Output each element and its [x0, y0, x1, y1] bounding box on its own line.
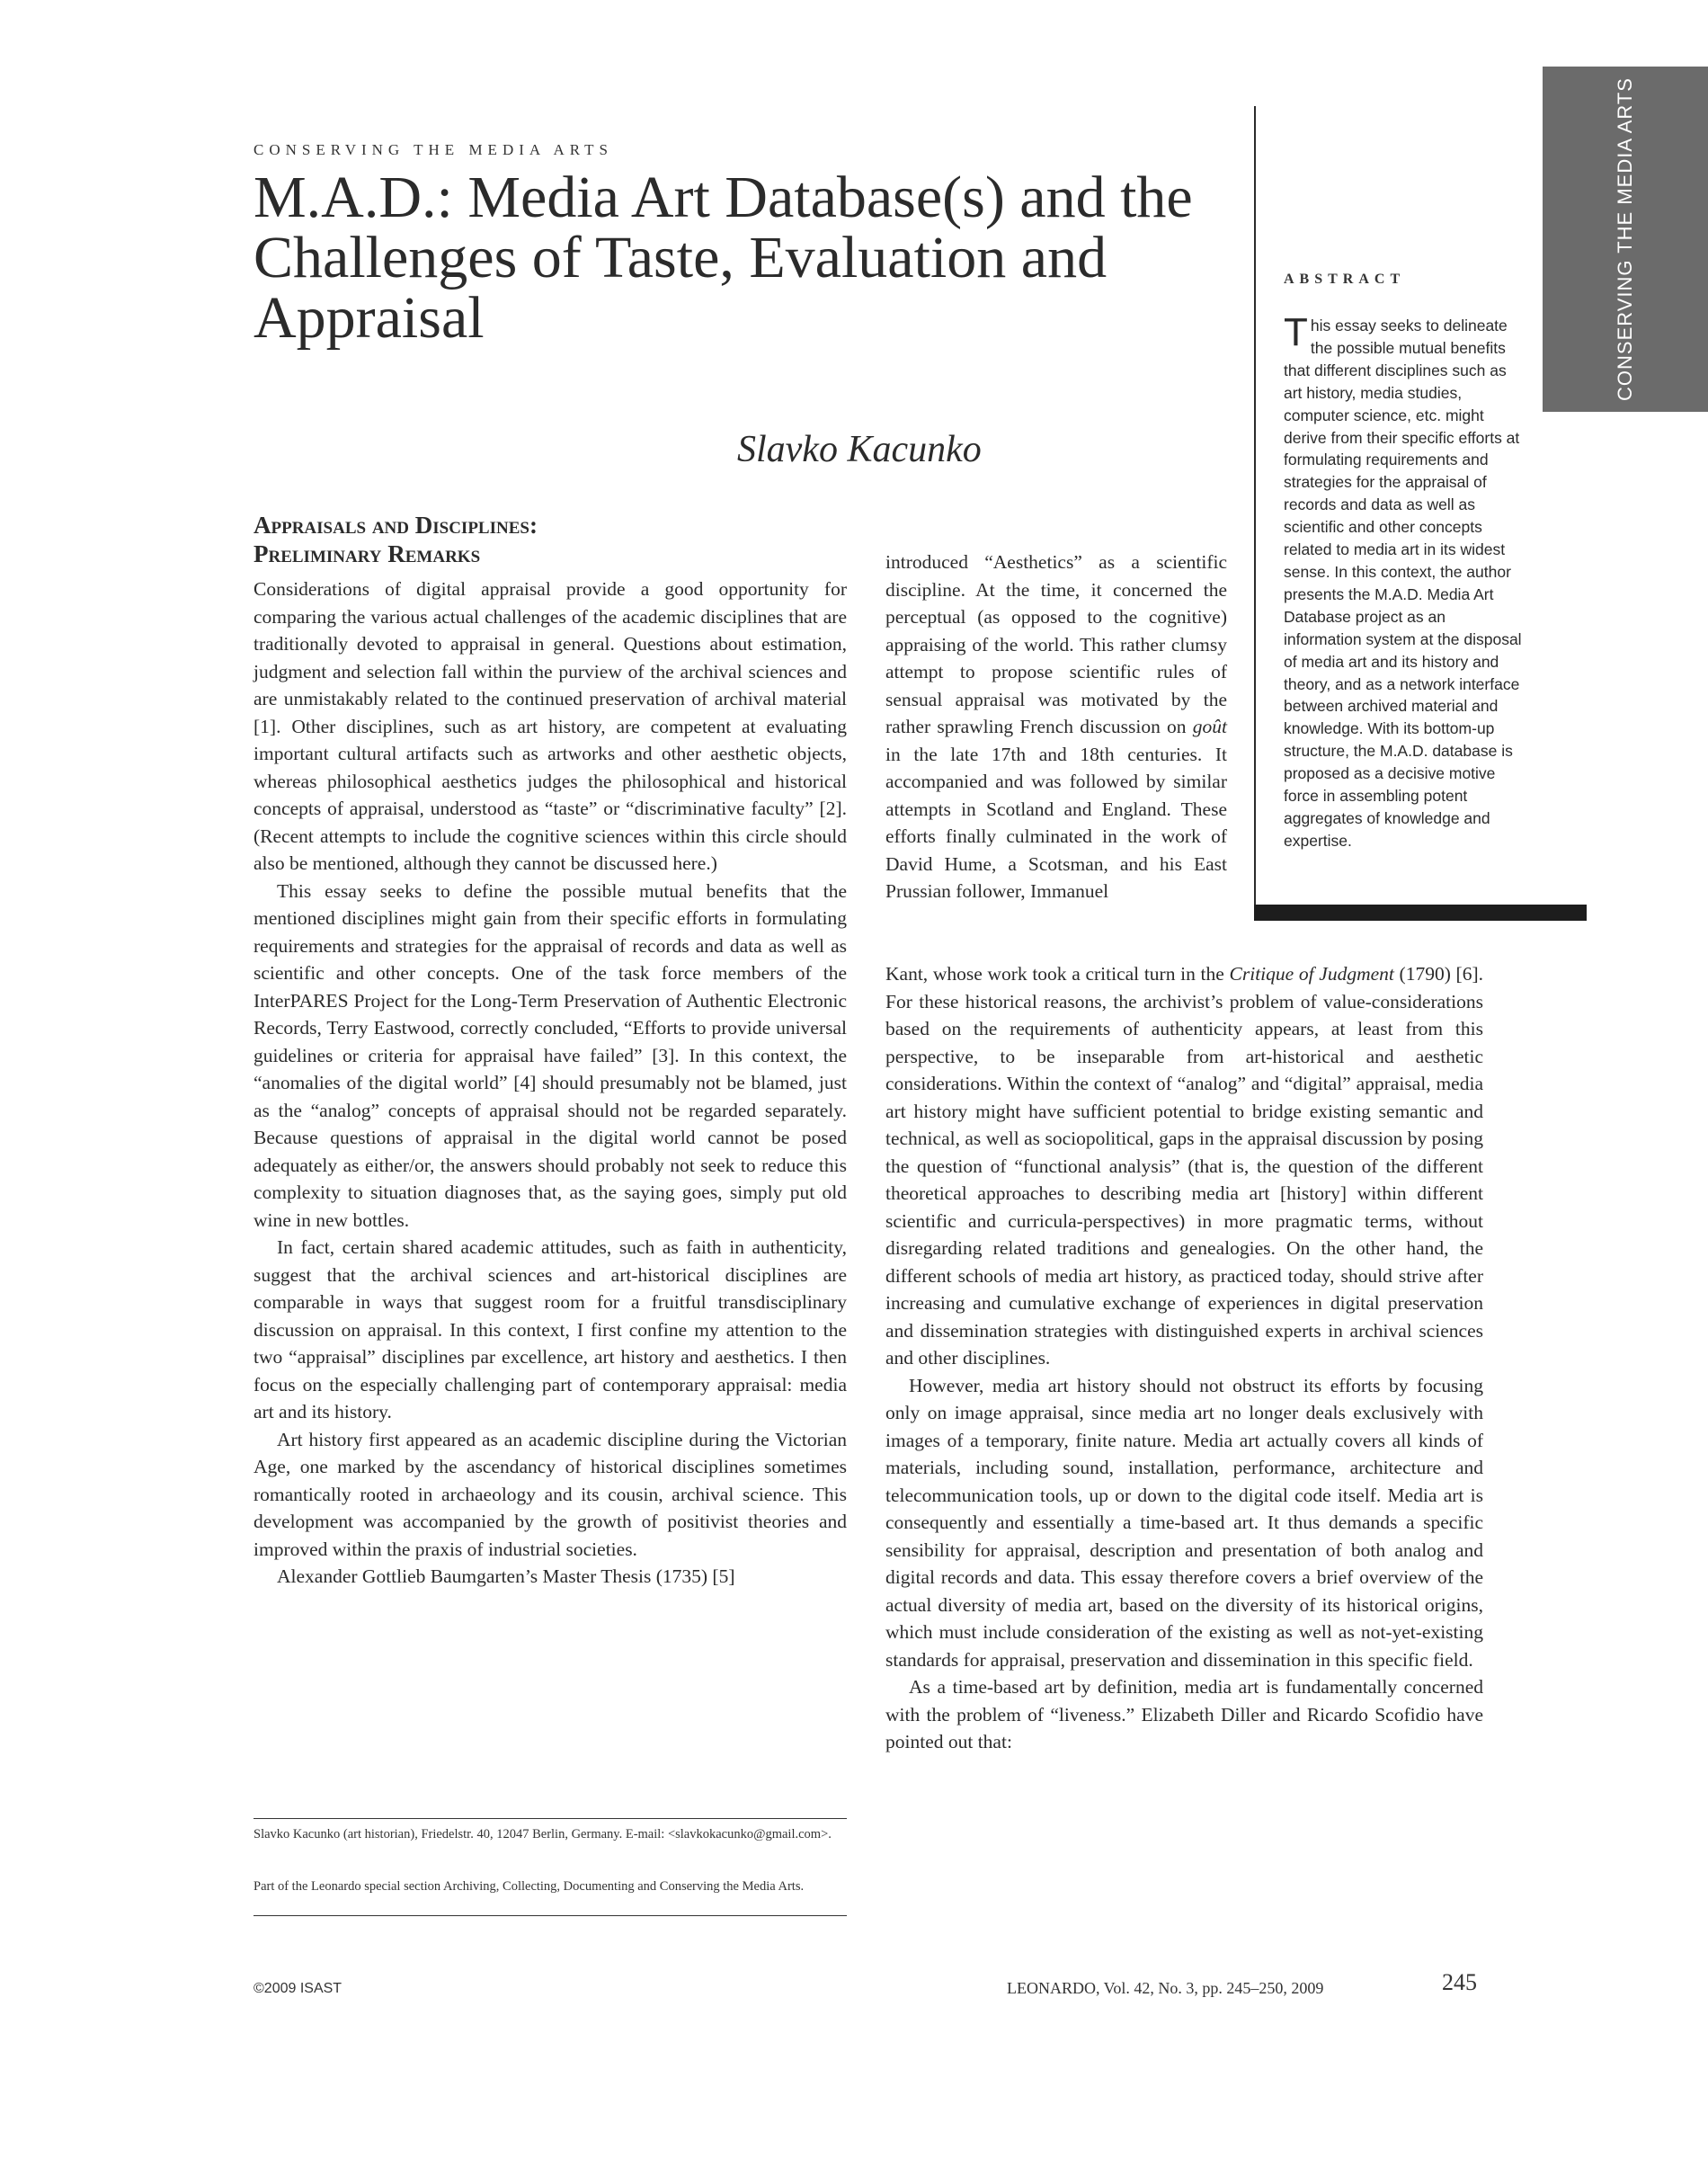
right-top-text-c: in the late 17th and 18th centuries. It accompanied and was followed by similar attempts in Scotland and England. These efforts finally culminated in the work of David Hume, a Scotsman, and his East Prussian follower, Immanuel: [885, 743, 1227, 902]
journal-citation: LEONARDO, Vol. 42, No. 3, pp. 245–250, 2009: [1007, 1979, 1324, 1997]
footnote-section: Part of the Leonardo special section Archiving, Collecting, Documenting and Conserving the Media Arts.: [254, 1879, 805, 1894]
author-name: Slavko Kacunko: [737, 429, 982, 470]
right-top-text-a: introduced “Aesthetics” as a scientific discipline. At the time, it concerned the perceptual (as opposed to the cognitive) appraising of the world. This rather clumsy attempt to propose scientific rules of sensual appraisal was motivated by the rather sprawling French discussion on: [885, 551, 1227, 737]
abstract-rule: [1254, 106, 1256, 921]
right-p1-text-c: (1790) [6]. For these historical reasons, the archivist’s problem of value-considerations based on the requirements of authenticity appears, at least from this perspective, to be inseparable from art-historical and aesthetic considerations. Within the context of “analog” and “digital” appraisal, media art history might have sufficient potential to bridge existing semantic and technical, as well as sociopolitical, gaps in the appraisal discussion by posing the question of “functional analysis” (that is, the question of the different theoretical approaches to describing media art [history] within different scientific and curricula-perspectives) in more pragmatic terms, without disregarding related traditions and genealogies. On the other hand, the different schools of media art history, as practiced today, should strive after increasing and cumulative exchange of experiences in digital preservation and dissemination strategies with distinguished experts in archival sciences and other disciplines.: [885, 963, 1484, 1369]
article-title: M.A.D.: Media Art Database(s) and the Challenges of Taste, Evaluation and Appraisal: [254, 165, 1193, 351]
footnote-rule-bottom: [254, 1915, 847, 1916]
section-heading-line-2: Preliminary Remarks: [254, 540, 481, 567]
side-tab-label: CONSERVING THE MEDIA ARTS: [1614, 77, 1636, 401]
right-paragraph-3: As a time-based art by definition, media art is fundamentally concerned with the problem of “liveness.” Elizabeth Diller and Ricardo Scofidio have pointed out that:: [885, 1676, 1483, 1752]
footnote-rule-top: [254, 1818, 847, 1819]
footnote-author: Slavko Kacunko (art historian), Friedelstr. 40, 12047 Berlin, Germany. E-mail: <slavkokacunko@gmail.com>.: [254, 1827, 832, 1841]
right-column-top: [885, 548, 1227, 905]
abstract-bar: [1254, 905, 1587, 921]
right-top-italic: goût: [1192, 716, 1227, 737]
copyright: ©2009 ISAST: [254, 1981, 342, 1996]
right-column: [885, 960, 1483, 1756]
left-paragraph-1: Considerations of digital appraisal provide a good opportunity for comparing the various actual challenges of the academic disciplines that are traditionally devoted to appraisal in general. Questions about estimation, judgment and selection fall within the purview of the archival sciences and are unmistakably related to the continued preservation of archival material [1]. Other disciplines, such as art history, are competent at evaluating important cultural artifacts such as artworks and other aesthetic objects, whereas philosophical aesthetics judges the philosophical and historical concepts of appraisal, understood as “taste” or “discriminative faculty” [2]. (Recent attempts to include the cognitive sciences within this circle should also be mentioned, although they cannot be discussed here.): [254, 578, 847, 874]
left-paragraph-2: This essay seeks to define the possible mutual benefits that the mentioned disciplines might gain from their specific efforts in formulating requirements and strategies for the appraisal of records and data as well as scientific and other concepts. One of the task force members of the InterPARES Project for the Long-Term Preservation of Authentic Electronic Records, Terry Eastwood, correctly concluded, “Efforts to provide universal guidelines or criteria for appraisal have failed” [3]. In this context, the “anomalies of the digital world” [4] should presumably not be blamed, just as the “analog” concepts of appraisal should not be regarded separately. Because questions of appraisal in the digital world cannot be posed adequately as either/or, the answers should probably not seek to reduce this complexity to situation diagnoses that, as the saying goes, simply put old wine in new bottles.: [254, 879, 847, 1231]
right-paragraph-2: However, media art history should not obstruct its efforts by focusing only on image appraisal, since media art no longer deals exclusively with images of a temporary, finite nature. Media art actually covers all kinds of materials, including sound, installation, performance, architecture and telecommunication tools, up or down to the digital code itself. Media art is consequently and essentially a time-based art. It thus demands a specific sensibility for appraisal, description and presentation of both analog and digital records and data. This essay therefore covers a brief overview of the actual diversity of media art, based on the diversity of its historical origins, which must include consideration of the existing as well as not-yet-existing standards for appraisal, preservation and dissemination in this specific field.: [885, 1374, 1483, 1671]
right-p1-text-a: Kant, whose work took a critical turn in the: [885, 963, 1230, 985]
abstract-body: [1284, 310, 1526, 852]
abstract-heading: ABSTRACT: [1284, 272, 1406, 287]
left-paragraph-4: Art history first appeared as an academic discipline during the Victorian Age, one marked by the ascendancy of historical disciplines sometimes romantically rooted in archaeology and its cousin, archival science. This development was accompanied by the growth of positivist theories and improved within the praxis of industrial societies.: [254, 1428, 847, 1560]
left-paragraph-5: Alexander Gottlieb Baumgarten’s Master Thesis (1735) [5]: [277, 1565, 735, 1587]
section-label: CONSERVING THE MEDIA ARTS: [254, 141, 613, 158]
right-paragraph-1: [885, 960, 1483, 1372]
abstract-text: his essay seeks to delineate the possible mutual benefits that different disciplines such as art history, media studies, computer science, etc. might derive from their specific efforts at formulating requirements and strategies for the appraisal of records and data as well as scientific and other concepts related to media art in its widest sense. In this context, the author presents the M.A.D. Media Art Database project as an information system at the disposal of media art and its history and theory, and as a network interface between archived material and knowledge. With its bottom-up structure, the M.A.D. database is proposed as a decisive motive force in assembling potent aggregates of knowledge and expertise.: [1284, 317, 1522, 850]
left-paragraph-3: In fact, certain shared academic attitudes, such as faith in authenticity, suggest that the archival sciences and art-historical disciplines are comparable in ways that suggest room for a fruitful transdisciplinary discussion on appraisal. In this context, I first confine my attention to the two “appraisal” disciplines par excellence, art history and aesthetics. I then focus on the especially challenging part of contemporary appraisal: media art and its history.: [254, 1236, 847, 1422]
left-column: [254, 575, 847, 1591]
side-tab: [1543, 67, 1708, 412]
right-p1-italic: Critique of Judgment: [1229, 963, 1394, 985]
section-heading: [254, 511, 538, 568]
right-top-paragraph: [885, 548, 1227, 905]
abstract-dropcap: T: [1284, 310, 1308, 354]
section-heading-line-1: Appraisals and Disciplines:: [254, 512, 538, 539]
page-number: 245: [1442, 1969, 1477, 1995]
